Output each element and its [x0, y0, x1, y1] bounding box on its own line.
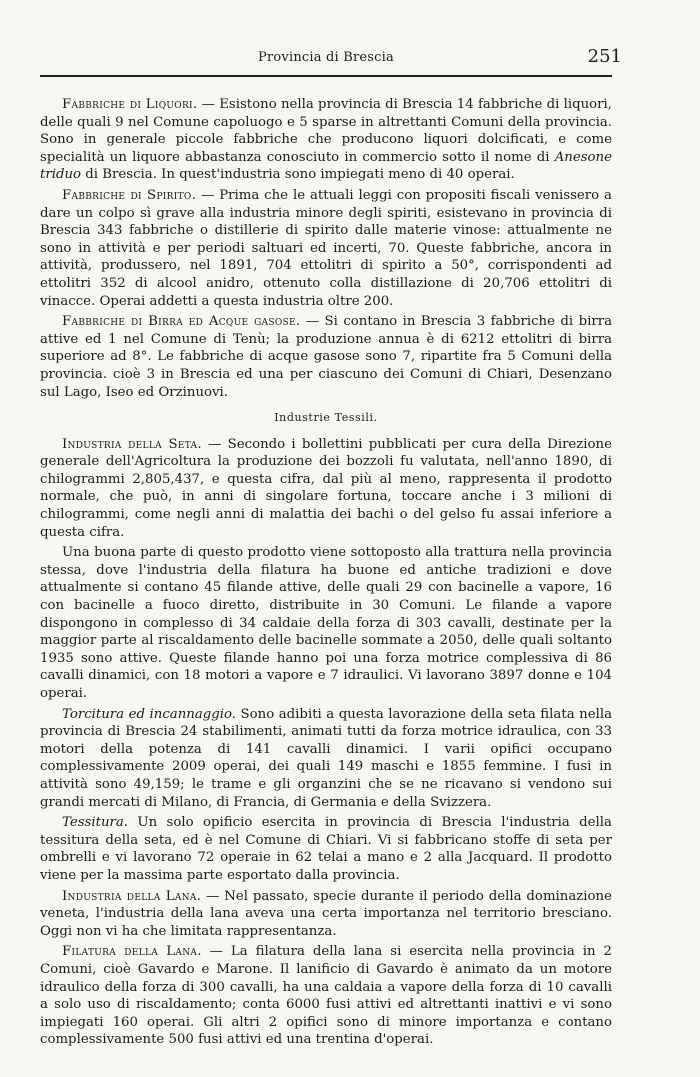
paragraph-lead: Fabbriche di Liquori.	[62, 97, 198, 112]
paragraph-text: — Nel passato, specie durante il periodo della dominazione veneta, l'industria della lana aveva una certa importanza nel territorio bresciano. Oggi non vi ha che limitata rappresentanza.	[40, 888, 612, 939]
paragraph-italic-lead: Torcitura ed incannaggio.	[62, 706, 237, 722]
paragraph-lead: Filatura della Lana.	[62, 944, 202, 960]
paragraph-torcitura	[40, 706, 612, 812]
paragraph-text: — La filatura della lana si esercita nella provincia in 2 Comuni, cioè Gavardo e Marone. Il lanificio di Gavardo è animato da un motore idraulico della forza di 300 cavalli, ha una caldaia a vapore della forza di 10 cavalli a solo uso di riscaldamento; conta 6000 fusi attivi ed altrettanti inattivi e vi sono impiegati 160 operai. Gli altri 2 opifici sono di minore importanza e contano complessivamente 500 fusi attivi ed una trentina d'operai.	[40, 944, 612, 1048]
header-rule	[40, 75, 612, 77]
paragraph-liquori	[40, 96, 612, 184]
page-number: 251	[587, 46, 622, 67]
paragraph-lana	[40, 888, 612, 941]
paragraph-spirito	[40, 187, 612, 310]
paragraph-birra	[40, 313, 612, 401]
paragraph-lead: Fabbriche di Birra ed Acque gasose.	[62, 314, 301, 330]
paragraph-filatura-seta	[40, 544, 612, 702]
paragraph-seta	[40, 436, 612, 542]
paragraph-filatura-lana	[40, 943, 612, 1049]
paragraph-text: Una buona parte di questo prodotto viene sottoposto alla trattura nella provincia stessa, dove l'industria della filatura ha buone ed antiche tradizioni e dove attualmente si contano 45 filande attive, delle quali 29 con bacinelle a vapore, 16 con bacinelle a fuoco diretto, distribuite in 30 Comuni. Le filande a vapore dispongono in complesso di 34 caldaie della forza di 303 cavalli, destinate per la maggior parte al riscaldamento delle bacinelle sommate a 2050, delle quali soltanto 1935 sono attive. Queste filande hanno poi una forza motrice complessiva di 86 cavalli dinamici, con 18 motori a vapore e 7 idraulici. Vi lavorano 3897 donne e 104 operai.	[40, 545, 612, 701]
paragraph-text: — Si contano in Brescia 3 fabbriche di birra attive ed 1 nel Comune di Tenù; la produzione annua è di 6212 ettolitri di birra superiore ad 8°. Le fabbriche di acque gasose sono 7, ripartite fra 5 Comuni della provincia. cioè 3 in Brescia ed una per ciascuno dei Comuni di Chiari, Desenzano sul Lago, Iseo ed Orzinuovi.	[40, 314, 613, 400]
paragraph-text: — Prima che le attuali leggi con propositi fiscali venissero a dare un colpo sì grave alla industria minore degli spiriti, esistevano in provincia di Brescia 343 fabbriche o distillerie di spirito dalle materie vinose: attualmente ne sono in attività e per periodi saltuari ed incerti, 70. Queste fabbriche, ancora in attività, produssero, nel 1891, 704 ettolitri di spirito a 50°, corrispondenti ad ettolitri 352 di alcool anidro, ottenuto colla distillazione di 20,706 ettolitri di vinacce. Operai addetti a questa industria oltre 200.	[40, 187, 612, 309]
paragraph-italic: Anesone triduo	[40, 149, 612, 183]
paragraph-text: — Secondo i bollettini pubblicati per cura della Direzione generale dell'Agricoltura la produzione dei bozzoli fu valutata, nell'anno 1890, di chilogrammi 2,805,437, e questa cifra, dal più al meno, rappresenta il prodotto normale, che può, in anni di singolare fortuna, toccare anche i 3 milioni di chilogrammi, come negli anni di malattia dei bachi o del gelso fu assai inferiore a questa cifra.	[40, 436, 612, 540]
paragraph-tessitura	[40, 814, 612, 884]
paragraph-text: Un solo opificio esercita in provincia di Brescia l'industria della tessitura della seta, ed è nel Comune di Chiari. Vi si fabbricano stoffe di seta per ombrelli e vi lavorano 72 operaie in 62 telai a mano e 2 alla Jacquard. Il prodotto viene per la massima parte esportato dalla provincia.	[40, 815, 612, 883]
body-text	[40, 96, 612, 1052]
paragraph-lead: Industria della Lana.	[62, 888, 202, 904]
running-title: Provincia di Brescia	[258, 50, 394, 65]
paragraph-lead: Fabbriche di Spirito.	[62, 187, 197, 203]
paragraph-text: — Esistono nella provincia di Brescia 14 fabbriche di liquori, delle quali 9 nel Comune capoluogo e 5 sparse in altrettanti Comuni della provincia. Sono in generale piccole fabbriche che producono liquori dolcificati, e come specialità un liquore abbastanza conosciuto in commercio sotto il nome di	[40, 97, 612, 165]
paragraph-lead: Industria della Seta.	[62, 436, 202, 452]
paragraph-text: Sono adibiti a questa lavorazione della seta filata nella provincia di Brescia 24 stabilimenti, animati tutti da forza motrice idraulica, con 33 motori della potenza di 141 cavalli dinamici. I varii opifici occupano complessivamente 2009 operai, dei quali 149 maschi e 1855 femmine. I fusi in attività sono 49,159; le trame e gli organzini che se ne ricavano si vendono sui grandi mercati di Milano, di Francia, di Germania e della Svizzera.	[40, 706, 612, 810]
paragraph-italic-lead: Tessitura.	[62, 815, 129, 831]
paragraph-tail: di Brescia. In quest'industria sono impiegati meno di 40 operai.	[81, 167, 515, 183]
page-header	[40, 46, 622, 70]
section-heading: Industrie Tessili.	[274, 411, 378, 425]
